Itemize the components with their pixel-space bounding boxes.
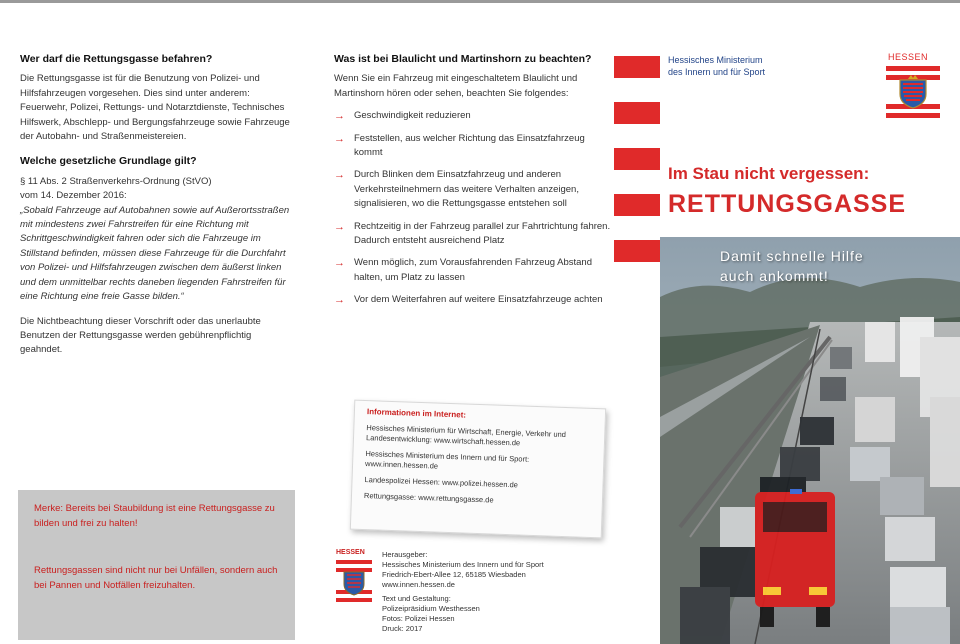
info-entry: Rettungsgasse: www.rettungsgasse.de bbox=[363, 491, 494, 505]
intro-text: Wenn Sie ein Fahrzeug mit eingeschaltetem Blaulicht und Martinshorn hören oder sehen, beachten Sie folgendes: bbox=[334, 73, 578, 99]
info-entry: Landespolizei Hessen: www.polizei.hessen.de bbox=[364, 475, 519, 490]
heading-legal-basis: Welche gesetzliche Grundlage gilt? bbox=[20, 155, 197, 168]
steps-list bbox=[334, 109, 614, 307]
arrow-icon: → bbox=[334, 169, 345, 182]
law-quote: „Sobald Fahrzeuge auf Autobahnen sowie auf Außerortsstraßen mit mindestens zwei Fahrstreifen für eine Richtung mit Schrittgeschwindigkeit fahren oder sich die Fahrzeuge im Stillstand befinden, müssen diese Fahrzeuge für die Durchfahrt von Polizei- und Hilfsfahrzeugen zwischen dem äußerst linken und dem unmittelbar rechts daneben liegenden Fahrstreifen für eine Richtung eine freie Gasse bilden.“ bbox=[20, 204, 290, 303]
info-card-title: Informationen im Internet: bbox=[366, 407, 467, 420]
arrow-icon: → bbox=[334, 110, 345, 123]
photo-caption: Damit schnelle Hilfe auch ankommt! bbox=[720, 248, 864, 284]
law-date: vom 14. Dezember 2016: bbox=[20, 190, 127, 202]
info-card bbox=[350, 400, 606, 539]
list-item: → Feststellen, aus welcher Richtung das Einsatzfahrzeug kommt bbox=[334, 132, 585, 159]
paragraph-penalty: Die Nichtbeachtung dieser Vorschrift oder das unerlaubte Benutzen der Rettungsgasse werden gebührenpflichtig geahndet. bbox=[20, 315, 261, 356]
hessen-label: HESSEN bbox=[888, 52, 929, 62]
traffic-jam-photo bbox=[660, 237, 960, 644]
red-stripe bbox=[614, 240, 660, 262]
red-stripe bbox=[614, 102, 660, 124]
left-column bbox=[20, 52, 296, 368]
main-title: RETTUNGSGASSE bbox=[668, 190, 907, 218]
info-entry: Hessisches Ministerium für Wirtschaft, Energie, Verkehr und Landesentwicklung: www.wirtschaft.hessen.de bbox=[365, 423, 567, 448]
impressum bbox=[336, 548, 616, 640]
heading-who-may-use: Wer darf die Rettungsgasse befahren? bbox=[20, 53, 213, 65]
heading-blue-light: Was ist bei Blaulicht und Martinshorn zu beachten? bbox=[334, 53, 592, 65]
hessen-coat-of-arms-icon bbox=[336, 560, 372, 602]
note-accidents: Rettungsgassen sind nicht nur bei Unfällen, sondern auch bei Pannen und Notfällen freizuhalten. bbox=[34, 565, 278, 591]
arrow-icon: → bbox=[334, 257, 345, 270]
arrow-icon: → bbox=[334, 220, 345, 233]
paragraph-authorized-vehicles: Die Rettungsgasse ist für die Benutzung von Polizei- und Hilfsfahrzeugen vorgesehen. Dies sind unter anderem: Feuerwehr, Polizei, Rettungs- und Notarztdienste, Technisches Hilfswerk, Abschlepp- und Bergungsfahrzeuge sowie Fahrzeuge der Autobahn- und Straßenmeistereien. bbox=[20, 73, 290, 143]
ministry-name: Hessisches Ministerium des Innern und für Sport bbox=[668, 55, 766, 77]
arrow-icon: → bbox=[334, 132, 345, 145]
info-entry: Hessisches Ministerium des Innern und für Sport: www.innen.hessen.de bbox=[364, 449, 530, 471]
note-remember: Merke: Bereits bei Staubildung ist eine Rettungsgasse zu bilden und frei zu halten! bbox=[34, 503, 275, 529]
impressum-hessen-label: HESSEN bbox=[336, 549, 365, 556]
red-stripe bbox=[614, 148, 660, 170]
red-stripe bbox=[614, 194, 660, 216]
note-box bbox=[18, 490, 295, 640]
list-item: → Durch Blinken dem Einsatzfahrzeug und anderen Verkehrsteilnehmern das weitere Verhalten anzeigen, signalisieren, wo die Rettungsgasse entstehen soll bbox=[334, 169, 579, 210]
list-item: → Geschwindigkeit reduzieren bbox=[334, 110, 471, 123]
middle-column bbox=[334, 52, 614, 316]
arrow-icon: → bbox=[334, 294, 345, 307]
subtitle: Im Stau nicht vergessen: bbox=[668, 164, 870, 183]
law-reference: § 11 Abs. 2 Straßenverkehrs-Ordnung (StVO) bbox=[20, 175, 212, 187]
top-border bbox=[0, 0, 960, 3]
impressum-text: Herausgeber: Hessisches Ministerium des Innern und für Sport Friedrich-Ebert-Allee 12, 65185 Wiesbaden www.innen.hessen.de Text und Gestaltung: Polizeipräsidium Westhessen Fotos: Polizei Hessen Druck: 2017 bbox=[382, 550, 544, 633]
list-item: → Wenn möglich, zum Vorausfahrenden Fahrzeug Abstand halten, um Platz zu lassen bbox=[334, 257, 592, 283]
list-item: → Vor dem Weiterfahren auf weitere Einsatzfahrzeuge achten bbox=[334, 294, 603, 307]
red-stripe bbox=[614, 56, 660, 78]
list-item: → Rechtzeitig in der Fahrzeug parallel zur Fahrtrichtung fahren. Dadurch entsteht ausreichend Platz bbox=[334, 220, 611, 247]
hessen-logo-icon bbox=[886, 66, 940, 118]
